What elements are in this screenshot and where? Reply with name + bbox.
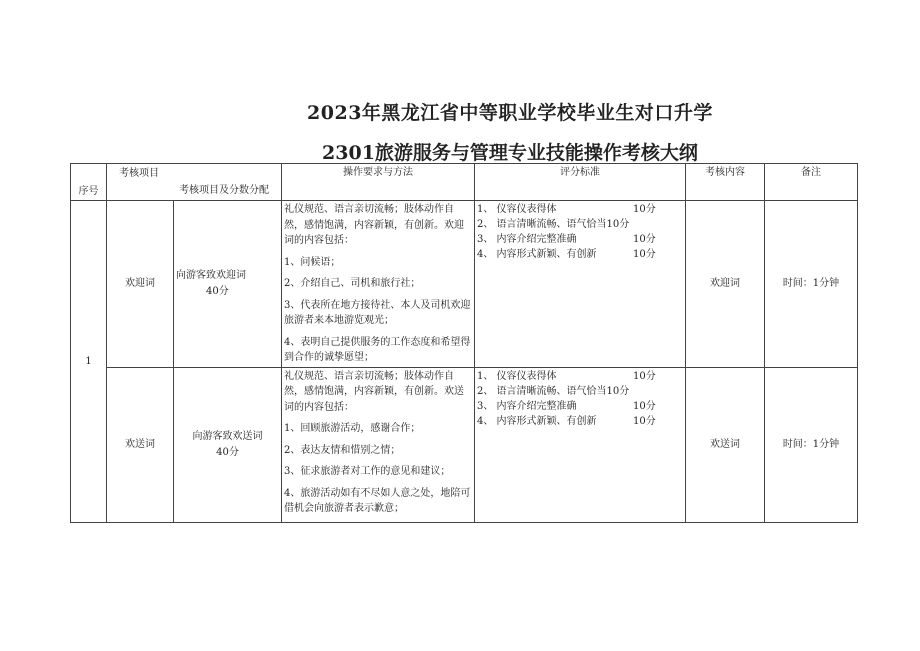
- header-item-group: [107, 164, 282, 201]
- exam-outline-table: [70, 163, 858, 523]
- method-item: 1、回顾旅游活动，感谢合作；: [284, 423, 421, 434]
- criteria-item: [477, 414, 683, 429]
- remark-cell: 时间：1分钟: [765, 367, 858, 522]
- item-cell: 欢迎词: [107, 201, 174, 368]
- criteria-item: [477, 399, 683, 414]
- criteria-cell: [475, 201, 686, 368]
- method-item: 2、表达友情和惜别之情；: [284, 444, 401, 456]
- criteria-text: 4、 内容形式新颖、有创新: [477, 415, 597, 427]
- header-method: 操作要求与方法: [282, 164, 475, 201]
- method-item: 4、旅游活动如有不尽如人意之处，地陪可借机会向旅游者表示歉意；: [284, 487, 471, 514]
- method-intro: 礼仪规范、语言亲切流畅；肢体动作自然，感情饱满，内容新颖，有创新。欢迎词的内容包括：: [284, 204, 464, 246]
- criteria-text: 1、 仪容仪表得体: [477, 204, 557, 215]
- header-item-score: 考核项目及分数分配: [179, 184, 269, 196]
- header-row: [71, 164, 858, 201]
- criteria-points: 10分: [633, 370, 656, 382]
- criteria-text: 1、 仪容仪表得体: [477, 370, 557, 382]
- criteria-text: 2、 语言清晰流畅、语气恰当10分: [477, 385, 630, 397]
- criteria-item: [477, 384, 683, 399]
- criteria-points: 10分: [633, 234, 656, 245]
- document-title: 2023年黑龙江省中等职业学校毕业生对口升学: [307, 102, 713, 124]
- method-cell: [282, 201, 475, 368]
- item-desc-cell: [174, 367, 282, 522]
- criteria-item: [477, 202, 683, 217]
- header-content: 考核内容: [686, 164, 765, 201]
- content-cell: 欢送词: [686, 367, 765, 522]
- criteria-text: 2、 语言清晰流畅、语气恰当10分: [477, 219, 630, 230]
- header-remark: 备注: [765, 164, 858, 201]
- item-score: 40分: [216, 446, 239, 458]
- header-seq: 序号: [71, 164, 107, 201]
- method-item: 1、问候语；: [284, 256, 341, 268]
- criteria-text: 3、 内容介绍完整准确: [477, 234, 577, 245]
- method-item: 3、代表所在地方接待社、本人及司机欢迎旅游者来本地游览观光；: [284, 299, 471, 326]
- criteria-points: 10分: [633, 204, 656, 215]
- criteria-item: [477, 247, 683, 262]
- item-desc: 向游客致欢送词: [192, 431, 263, 442]
- header-criteria: 评分标准: [475, 164, 686, 201]
- item-cell: 欢送词: [107, 367, 174, 522]
- header-item: 考核项目: [119, 168, 159, 179]
- remark-cell: 时间：1分钟: [765, 201, 858, 368]
- criteria-text: 3、 内容介绍完整准确: [477, 400, 577, 412]
- method-item: 2、介绍自己、司机和旅行社；: [284, 278, 421, 289]
- criteria-points: 10分: [633, 249, 656, 260]
- criteria-text: 4、 内容形式新颖、有创新: [477, 249, 597, 260]
- method-item: 4、表明自己提供服务的工作态度和希望得到合作的诚挚愿望；: [284, 336, 471, 363]
- item-desc: 向游客致欢迎词: [176, 270, 246, 282]
- table-row: [71, 367, 858, 522]
- method-cell: [282, 367, 475, 522]
- criteria-points: 10分: [633, 400, 656, 412]
- method-item: 3、征求旅游者对工作的意见和建议；: [284, 466, 451, 477]
- document-subtitle: 2301旅游服务与管理专业技能操作考核大纲: [322, 142, 698, 164]
- criteria-points: 10分: [633, 415, 656, 427]
- criteria-item: [477, 217, 683, 232]
- seq-cell: 1: [71, 201, 107, 523]
- table-row: [71, 201, 858, 368]
- content-cell: 欢迎词: [686, 201, 765, 368]
- criteria-cell: [475, 367, 686, 522]
- criteria-item: [477, 232, 683, 247]
- criteria-item: [477, 369, 683, 384]
- method-intro: 礼仪规范、语言亲切流畅；肢体动作自然，感情饱满，内容新颖，有创新。欢送词的内容包括：: [284, 370, 464, 413]
- item-score: 40分: [206, 285, 229, 297]
- item-desc-cell: [174, 201, 282, 368]
